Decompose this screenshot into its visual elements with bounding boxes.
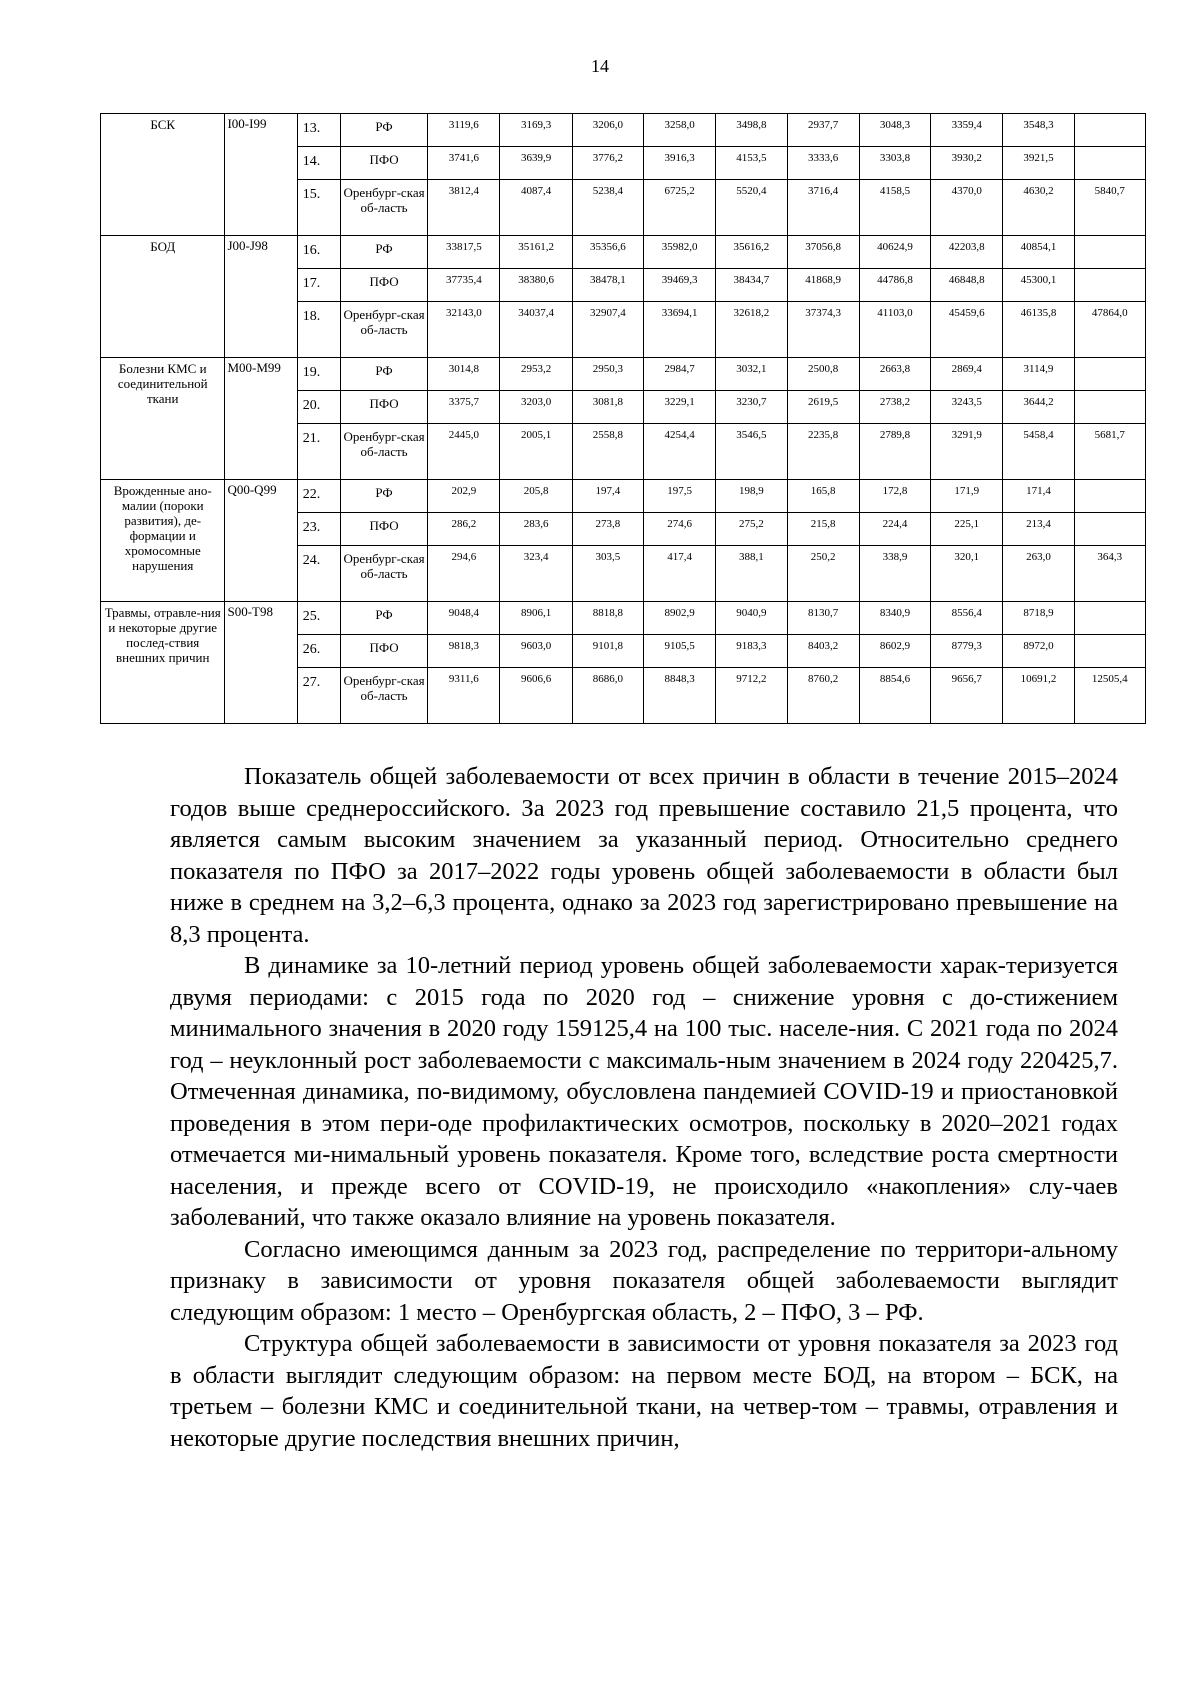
value-cell: 35161,2 [500,236,572,269]
region-cell: ПФО [340,269,427,302]
region-cell: Оренбург-ская об-ласть [340,424,427,480]
value-cell: 2937,7 [787,114,859,147]
table-row [101,602,1146,635]
value-cell: 2235,8 [787,424,859,480]
value-cell: 4158,5 [859,180,930,236]
value-cell: 2558,8 [572,424,643,480]
body-text [170,761,1118,1454]
value-cell: 9818,3 [428,635,500,668]
value-cell: 8686,0 [572,668,643,724]
value-cell [1074,635,1145,668]
value-cell: 8972,0 [1003,635,1074,668]
value-cell [1074,391,1145,424]
row-number-cell: 27. [297,668,340,724]
value-cell: 4254,4 [644,424,716,480]
region-cell: Оренбург-ская об-ласть [340,180,427,236]
value-cell: 6725,2 [644,180,716,236]
value-cell: 3303,8 [859,147,930,180]
value-cell: 3333,6 [787,147,859,180]
value-cell: 9048,4 [428,602,500,635]
value-cell: 274,6 [644,513,716,546]
paragraph: Показатель общей заболеваемости от всех причин в области в течение 2015–2024 годов выше среднероссийского. За 2023 год превышение составило 21,5 процента, что является самым высоким значением за указанный период. Относительно среднего показателя по ПФО за 2017–2022 годы уровень общей заболеваемости в области был ниже в среднем на 3,2–6,3 процента, однако за 2023 год зарегистрировано превышение на 8,3 процента. [170,763,1118,948]
value-cell: 46848,8 [931,269,1003,302]
value-cell: 323,4 [500,546,572,602]
value-cell: 3716,4 [787,180,859,236]
value-cell: 5238,4 [572,180,643,236]
value-cell [1074,269,1145,302]
table-body [101,114,1146,724]
value-cell: 197,4 [572,480,643,513]
value-cell: 40624,9 [859,236,930,269]
value-cell: 41868,9 [787,269,859,302]
value-cell: 33694,1 [644,302,716,358]
value-cell: 8906,1 [500,602,572,635]
value-cell: 35982,0 [644,236,716,269]
value-cell: 35356,6 [572,236,643,269]
category-cell: Болезни КМС и соединительной ткани [101,358,225,480]
value-cell: 4630,2 [1003,180,1074,236]
value-cell: 3114,9 [1003,358,1074,391]
value-cell: 8718,9 [1003,602,1074,635]
value-cell: 37374,3 [787,302,859,358]
value-cell: 364,3 [1074,546,1145,602]
value-cell: 9311,6 [428,668,500,724]
row-number-cell: 17. [297,269,340,302]
icd-code-cell: J00-J98 [225,236,297,358]
value-cell: 9606,6 [500,668,572,724]
table-row [101,480,1146,513]
value-cell: 171,9 [931,480,1003,513]
value-cell: 8854,6 [859,668,930,724]
row-number-cell: 25. [297,602,340,635]
value-cell: 202,9 [428,480,500,513]
region-cell: Оренбург-ская об-ласть [340,546,427,602]
value-cell: 41103,0 [859,302,930,358]
row-number-cell: 24. [297,546,340,602]
value-cell: 40854,1 [1003,236,1074,269]
value-cell [1074,147,1145,180]
page-number: 14 [591,56,609,76]
value-cell: 3930,2 [931,147,1003,180]
value-cell: 2663,8 [859,358,930,391]
value-cell: 46135,8 [1003,302,1074,358]
value-cell: 198,9 [716,480,787,513]
value-cell: 8760,2 [787,668,859,724]
value-cell: 294,6 [428,546,500,602]
row-number-cell: 18. [297,302,340,358]
value-cell: 2789,8 [859,424,930,480]
region-cell: Оренбург-ская об-ласть [340,668,427,724]
value-cell: 10691,2 [1003,668,1074,724]
value-cell: 5458,4 [1003,424,1074,480]
value-cell: 283,6 [500,513,572,546]
value-cell: 417,4 [644,546,716,602]
region-cell: ПФО [340,513,427,546]
category-cell: Врожденные ано-малии (пороки развития), де-формации и хромосомные нарушения [101,480,225,602]
row-number-cell: 23. [297,513,340,546]
value-cell: 224,4 [859,513,930,546]
value-cell: 39469,3 [644,269,716,302]
value-cell: 2869,4 [931,358,1003,391]
value-cell: 172,8 [859,480,930,513]
value-cell: 3230,7 [716,391,787,424]
table-row [101,358,1146,391]
row-number-cell: 19. [297,358,340,391]
value-cell: 3916,3 [644,147,716,180]
row-number-cell: 15. [297,180,340,236]
icd-code-cell: S00-T98 [225,602,297,724]
value-cell: 3206,0 [572,114,643,147]
value-cell [1074,236,1145,269]
region-cell: РФ [340,480,427,513]
value-cell: 4153,5 [716,147,787,180]
value-cell: 38434,7 [716,269,787,302]
value-cell: 5840,7 [1074,180,1145,236]
value-cell: 3243,5 [931,391,1003,424]
value-cell: 9712,2 [716,668,787,724]
value-cell: 320,1 [931,546,1003,602]
value-cell: 12505,4 [1074,668,1145,724]
value-cell: 2500,8 [787,358,859,391]
value-cell: 45459,6 [931,302,1003,358]
value-cell: 9656,7 [931,668,1003,724]
icd-code-cell: Q00-Q99 [225,480,297,602]
region-cell: РФ [340,236,427,269]
value-cell: 32618,2 [716,302,787,358]
region-cell: Оренбург-ская об-ласть [340,302,427,358]
value-cell: 32907,4 [572,302,643,358]
value-cell: 3032,1 [716,358,787,391]
value-cell: 33817,5 [428,236,500,269]
value-cell: 47864,0 [1074,302,1145,358]
value-cell: 225,1 [931,513,1003,546]
value-cell: 3639,9 [500,147,572,180]
value-cell: 275,2 [716,513,787,546]
value-cell: 5520,4 [716,180,787,236]
row-number-cell: 22. [297,480,340,513]
value-cell: 9105,5 [644,635,716,668]
value-cell: 286,2 [428,513,500,546]
category-cell: БОД [101,236,225,358]
value-cell: 3644,2 [1003,391,1074,424]
value-cell: 4370,0 [931,180,1003,236]
value-cell: 8340,9 [859,602,930,635]
value-cell: 213,4 [1003,513,1074,546]
value-cell: 215,8 [787,513,859,546]
table-row [101,236,1146,269]
value-cell: 3291,9 [931,424,1003,480]
value-cell: 2738,2 [859,391,930,424]
value-cell: 3498,8 [716,114,787,147]
value-cell: 273,8 [572,513,643,546]
value-cell: 3081,8 [572,391,643,424]
value-cell: 34037,4 [500,302,572,358]
row-number-cell: 13. [297,114,340,147]
region-cell: ПФО [340,147,427,180]
value-cell: 42203,8 [931,236,1003,269]
value-cell [1074,480,1145,513]
value-cell: 8602,9 [859,635,930,668]
value-cell: 3229,1 [644,391,716,424]
value-cell: 8779,3 [931,635,1003,668]
value-cell: 45300,1 [1003,269,1074,302]
value-cell: 8556,4 [931,602,1003,635]
paragraph: Согласно имеющимся данным за 2023 год, распределение по территори-альному признаку в зависимости от уровня показателя общей заболеваемости выглядит следующим образом: 1 место – Оренбургская область, 2 – ПФО, 3 – РФ. [170,1235,1118,1326]
value-cell: 9040,9 [716,602,787,635]
value-cell: 2445,0 [428,424,500,480]
value-cell: 3048,3 [859,114,930,147]
value-cell: 2984,7 [644,358,716,391]
value-cell: 32143,0 [428,302,500,358]
value-cell: 38478,1 [572,269,643,302]
value-cell: 3169,3 [500,114,572,147]
category-cell: Травмы, отравле-ния и некоторые другие послед-ствия внешних причин [101,602,225,724]
icd-code-cell: M00-M99 [225,358,297,480]
value-cell: 2619,5 [787,391,859,424]
value-cell: 3548,3 [1003,114,1074,147]
value-cell: 165,8 [787,480,859,513]
value-cell: 171,4 [1003,480,1074,513]
value-cell [1074,114,1145,147]
row-number-cell: 21. [297,424,340,480]
value-cell: 9101,8 [572,635,643,668]
value-cell: 35616,2 [716,236,787,269]
region-cell: РФ [340,602,427,635]
value-cell: 2005,1 [500,424,572,480]
value-cell: 303,5 [572,546,643,602]
value-cell: 263,0 [1003,546,1074,602]
value-cell: 3203,0 [500,391,572,424]
row-number-cell: 26. [297,635,340,668]
value-cell: 9183,3 [716,635,787,668]
value-cell: 3546,5 [716,424,787,480]
row-number-cell: 20. [297,391,340,424]
icd-code-cell: I00-I99 [225,114,297,236]
table-row [101,114,1146,147]
value-cell: 2953,2 [500,358,572,391]
value-cell [1074,513,1145,546]
value-cell: 388,1 [716,546,787,602]
value-cell: 8818,8 [572,602,643,635]
value-cell: 8403,2 [787,635,859,668]
row-number-cell: 16. [297,236,340,269]
value-cell: 3741,6 [428,147,500,180]
row-number-cell: 14. [297,147,340,180]
value-cell: 3359,4 [931,114,1003,147]
value-cell: 3921,5 [1003,147,1074,180]
value-cell: 9603,0 [500,635,572,668]
value-cell: 197,5 [644,480,716,513]
value-cell [1074,602,1145,635]
value-cell: 3776,2 [572,147,643,180]
category-cell: БСК [101,114,225,236]
region-cell: РФ [340,114,427,147]
region-cell: РФ [340,358,427,391]
value-cell: 8902,9 [644,602,716,635]
value-cell: 38380,6 [500,269,572,302]
value-cell: 5681,7 [1074,424,1145,480]
morbidity-table [100,113,1146,724]
value-cell: 2950,3 [572,358,643,391]
value-cell: 8130,7 [787,602,859,635]
value-cell: 37056,8 [787,236,859,269]
value-cell: 3812,4 [428,180,500,236]
value-cell: 37735,4 [428,269,500,302]
value-cell: 44786,8 [859,269,930,302]
value-cell: 338,9 [859,546,930,602]
value-cell: 3375,7 [428,391,500,424]
value-cell: 4087,4 [500,180,572,236]
value-cell: 3258,0 [644,114,716,147]
value-cell: 3014,8 [428,358,500,391]
value-cell: 250,2 [787,546,859,602]
paragraph: Структура общей заболеваемости в зависимости от уровня показателя за 2023 год в области выглядит следующим образом: на первом месте БОД, на втором – БСК, на третьем – болезни КМС и соединительной ткани, на четвер-том – травмы, отравления и некоторые другие последствия внешних причин, [170,1330,1118,1452]
region-cell: ПФО [340,635,427,668]
value-cell: 8848,3 [644,668,716,724]
paragraph: В динамике за 10-летний период уровень общей заболеваемости харак-теризуется двумя периодами: с 2015 года по 2020 год – снижение уровня с до-стижением минимального значения в 2020 году 159125,4 на 100 тыс. населе-ния. С 2021 года по 2024 год – неуклонный рост заболеваемости с максималь-ным значением в 2024 году 220425,7. Отмеченная динамика, по-видимому, обусловлена пандемией COVID-19 и приостановкой проведения в этом пери-оде профилактических осмотров, поскольку в 2020–2021 годах отмечается ми-нимальный уровень показателя. Кроме того, вследствие роста смертности населения, и прежде всего от COVID-19, не происходило «накопления» слу-чаев заболеваний, что также оказало влияние на уровень показателя. [170,952,1118,1231]
value-cell: 3119,6 [428,114,500,147]
value-cell [1074,358,1145,391]
value-cell: 205,8 [500,480,572,513]
region-cell: ПФО [340,391,427,424]
